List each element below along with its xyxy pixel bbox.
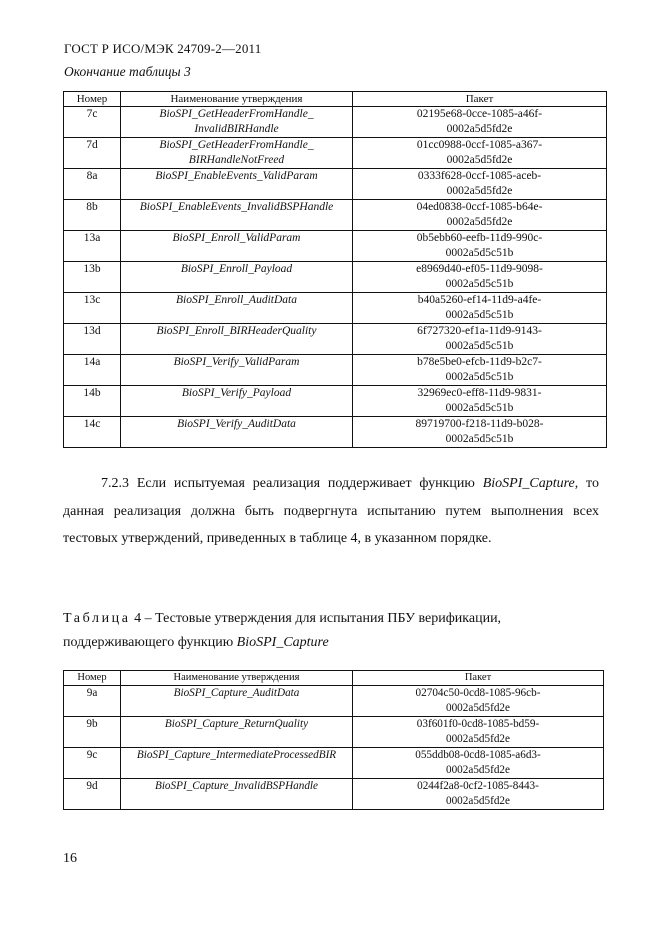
package-line: 0244f2a8-0cf2-1085-8443- [417, 780, 539, 792]
cell-number: 14a [64, 355, 121, 386]
cell-number: 13c [64, 293, 121, 324]
function-name: BioSPI_Capture [482, 476, 575, 491]
package-line: 32969ec0-eff8-11d9-9831- [417, 387, 542, 399]
assertion-name-line: BioSPI_EnableEvents_InvalidBSPHandle [139, 201, 334, 213]
assertion-name-line: BIRHandleNotFreed [188, 154, 285, 166]
table-header-row [64, 671, 604, 686]
cell-number: 7d [64, 138, 121, 169]
cell-package [353, 262, 607, 293]
cell-package [353, 748, 604, 779]
cell-number: 13b [64, 262, 121, 293]
cell-assertion-name [121, 417, 353, 448]
cell-number: 9c [64, 748, 121, 779]
cell-number: 9a [64, 686, 121, 717]
package-line: 03f601f0-0cd8-1085-bd59- [416, 718, 540, 730]
package-line: 0002a5d5c51b [445, 371, 514, 383]
package-line: 0002a5d5c51b [445, 402, 514, 414]
table-header-row [64, 92, 607, 107]
table-row [64, 417, 607, 448]
document-header: ГОСТ Р ИСО/МЭК 24709-2—2011 [64, 41, 262, 56]
package-line: 89719700-f218-11d9-b028- [415, 418, 544, 430]
package-line: 0002a5d5c51b [445, 278, 514, 290]
cell-assertion-name [121, 107, 353, 138]
package-line: 0002a5d5fd2e [446, 185, 513, 197]
cell-assertion-name [121, 200, 353, 231]
cell-number: 8a [64, 169, 121, 200]
table-row [64, 169, 607, 200]
table-row [64, 717, 604, 748]
cell-assertion-name [121, 324, 353, 355]
assertion-name-line: BioSPI_Enroll_ValidParam [172, 232, 301, 244]
cell-assertion-name [121, 355, 353, 386]
cell-assertion-name: BioSPI_Capture_IntermediateProcessedBIR [121, 748, 353, 779]
section-paragraph [63, 470, 599, 553]
table-row [64, 138, 607, 169]
cell-assertion-name: BioSPI_Capture_InvalidBSPHandle [121, 779, 353, 810]
package-line: 0002a5d5fd2e [445, 702, 510, 714]
cell-number: 8b [64, 200, 121, 231]
package-line: 0002a5d5fd2e [445, 764, 510, 776]
table-4 [63, 670, 604, 810]
cell-package [353, 779, 604, 810]
package-line: 0002a5d5fd2e [446, 154, 513, 166]
package-line: 6f727320-ef1a-11d9-9143- [417, 325, 542, 337]
cell-number: 14b [64, 386, 121, 417]
cell-package [353, 293, 607, 324]
cell-package [353, 386, 607, 417]
package-line: 02704c50-0cd8-1085-96cb- [415, 687, 541, 699]
assertion-name-line: BioSPI_Enroll_AuditData [176, 294, 297, 306]
caption-text: 4 – Тестовые утверждения для испытания ПБУ верификации, поддерживающего функцию [63, 611, 502, 650]
column-header-package: Пакет [353, 671, 604, 686]
cell-package [353, 324, 607, 355]
package-line: 0002a5d5fd2e [446, 123, 513, 135]
table-continuation-title: Окончание таблицы 3 [64, 64, 191, 79]
package-line: 02195e68-0cce-1085-a46f- [416, 108, 543, 120]
cell-package [353, 686, 604, 717]
cell-assertion-name [121, 293, 353, 324]
package-line: 0002a5d5fd2e [445, 795, 510, 807]
table-row [64, 200, 607, 231]
cell-number: 13d [64, 324, 121, 355]
cell-package [353, 717, 604, 748]
cell-assertion-name: BioSPI_Capture_AuditData [121, 686, 353, 717]
cell-assertion-name [121, 262, 353, 293]
assertion-name-line: InvalidBIRHandle [194, 123, 279, 135]
table-row [64, 355, 607, 386]
assertion-name-line: BioSPI_Verify_Payload [181, 387, 292, 399]
cell-assertion-name: BioSPI_Capture_ReturnQuality [121, 717, 353, 748]
cell-package [353, 169, 607, 200]
column-header-number: Номер [64, 92, 121, 107]
cell-number: 7c [64, 107, 121, 138]
page-number: 16 [63, 851, 77, 866]
package-line: 055ddb08-0cd8-1085-a6d3- [415, 749, 541, 761]
package-line: 01cc0988-0ccf-1085-a367- [416, 139, 543, 151]
column-header-number: Номер [64, 671, 121, 686]
package-line: 0b5ebb60-eefb-11d9-990c- [416, 232, 543, 244]
caption-label: Таблица [63, 611, 131, 626]
cell-package [353, 200, 607, 231]
cell-number: 9b [64, 717, 121, 748]
cell-assertion-name [121, 138, 353, 169]
assertion-name-line: BioSPI_Enroll_Payload [180, 263, 293, 275]
package-line: 0002a5d5fd2e [446, 216, 513, 228]
package-line: 0002a5d5c51b [445, 433, 514, 445]
table-row [64, 324, 607, 355]
assertion-name-line: BioSPI_Enroll_BIRHeaderQuality [156, 325, 317, 337]
cell-package [353, 107, 607, 138]
caption-function: BioSPI_Capture [236, 635, 329, 650]
package-line: 0002a5d5c51b [445, 340, 514, 352]
cell-package [353, 138, 607, 169]
assertion-name-line: BioSPI_Verify_ValidParam [173, 356, 300, 368]
column-header-name: Наименование утверждения [121, 92, 353, 107]
cell-package [353, 231, 607, 262]
table-row [64, 231, 607, 262]
table-row [64, 686, 604, 717]
cell-number: 9d [64, 779, 121, 810]
table-row [64, 748, 604, 779]
cell-number: 14c [64, 417, 121, 448]
column-header-package: Пакет [353, 92, 607, 107]
table-3 [63, 91, 607, 448]
assertion-name-line: BioSPI_Verify_AuditData [177, 418, 296, 430]
package-line: b78e5be0-efcb-11d9-b2c7- [417, 356, 542, 368]
cell-number: 13a [64, 231, 121, 262]
table-4-caption [63, 607, 603, 655]
assertion-name-line: BioSPI_GetHeaderFromHandle_ [159, 139, 314, 151]
package-line: 0002a5d5c51b [445, 247, 514, 259]
paragraph-text-end: , то данная реализация должна быть подвергнута испытанию путем выполнения всех тестовых утверждений, приведенных в таблице 4, в указанном порядке. [63, 476, 599, 546]
assertion-name-line: BioSPI_EnableEvents_ValidParam [155, 170, 318, 182]
package-line: b40a5260-ef14-11d9-a4fe- [417, 294, 542, 306]
column-header-name: Наименование утверждения [121, 671, 353, 686]
cell-package [353, 355, 607, 386]
cell-assertion-name [121, 231, 353, 262]
table-row [64, 262, 607, 293]
table-row [64, 107, 607, 138]
paragraph-text-start: 7.2.3 Если испытуемая реализация поддерживает функцию [101, 476, 483, 491]
table-row [64, 293, 607, 324]
assertion-name-line: BioSPI_GetHeaderFromHandle_ [159, 108, 314, 120]
cell-package [353, 417, 607, 448]
table-row [64, 779, 604, 810]
package-line: 0002a5d5fd2e [445, 733, 510, 745]
cell-assertion-name [121, 169, 353, 200]
package-line: 0002a5d5c51b [445, 309, 514, 321]
package-line: 0333f628-0ccf-1085-aceb- [417, 170, 542, 182]
cell-assertion-name [121, 386, 353, 417]
package-line: e8969d40-ef05-11d9-9098- [416, 263, 543, 275]
table-row [64, 386, 607, 417]
package-line: 04ed0838-0ccf-1085-b64e- [416, 201, 543, 213]
